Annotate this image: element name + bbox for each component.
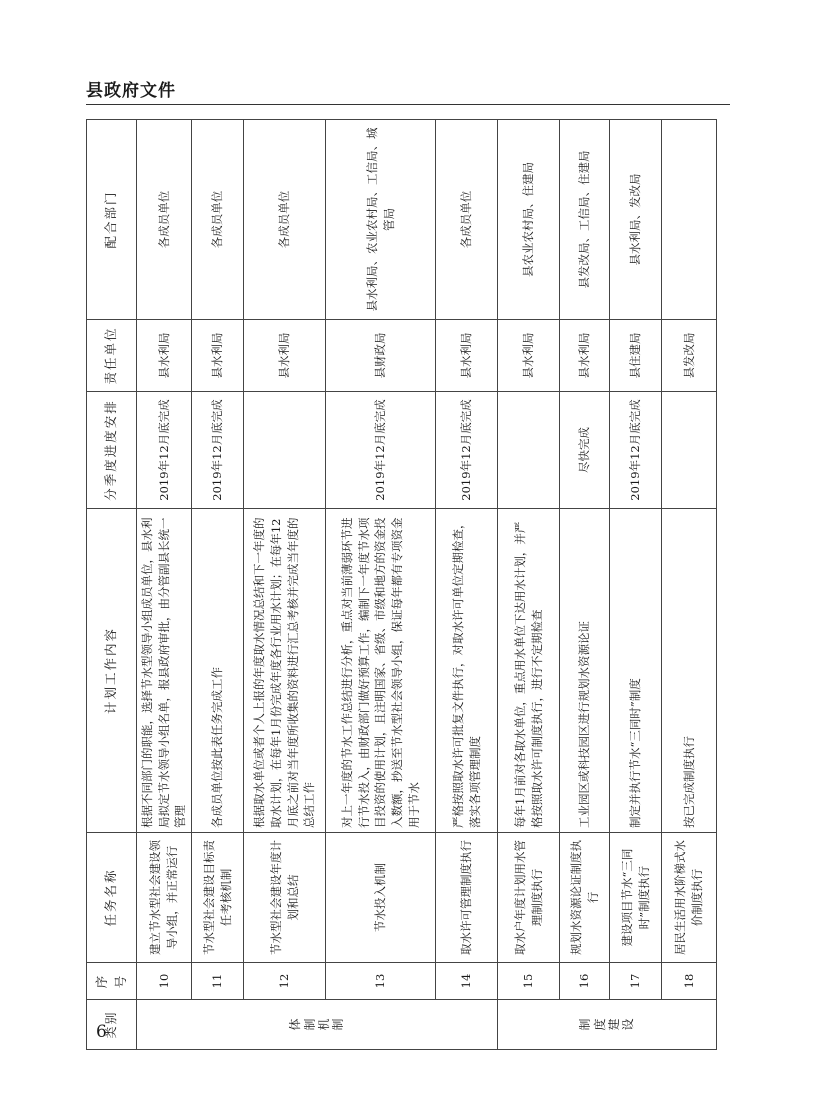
header-task: 任务名称	[87, 833, 137, 963]
header-schedule: 分季度进度安排	[87, 392, 137, 509]
header-divider	[86, 104, 730, 105]
row-task: 居民生活用水阶梯式水价制度执行	[662, 833, 717, 963]
row-schedule	[244, 392, 326, 509]
row-task: 节水型社会建设目标责任考核机制	[192, 833, 244, 963]
row-schedule: 尽快完成	[560, 392, 610, 509]
row-seq: 13	[326, 963, 436, 1000]
row-cooperating: 县水利局、发改局	[610, 120, 662, 320]
table-row	[610, 120, 662, 1050]
row-task: 规划水资源论证制度执行	[560, 833, 610, 963]
row-responsible: 县住建局	[610, 320, 662, 392]
row-task: 建设项目节水“三同时”制度执行	[610, 833, 662, 963]
row-seq: 15	[498, 963, 560, 1000]
row-responsible: 县水利局	[498, 320, 560, 392]
row-responsible: 县水利局	[192, 320, 244, 392]
row-schedule	[662, 392, 717, 509]
row-task: 取水许可管理制度执行	[436, 833, 498, 963]
row-cooperating: 县发改局、工信局、住建局	[560, 120, 610, 320]
table-row	[192, 120, 244, 1050]
table-header-row	[87, 120, 137, 1050]
row-responsible: 县财政局	[326, 320, 436, 392]
row-responsible: 县水利局	[137, 320, 192, 392]
header-content: 计划工作内容	[87, 509, 137, 833]
row-cooperating: 县水利局、农业农村局、工信局、城管局	[326, 120, 436, 320]
row-content: 根据不同部门的职能，选择节水型领导小组成员单位，县水利局拟定节水领导小组名单，报县政府审批，由分管副县长统一管理	[137, 509, 192, 833]
row-cooperating: 各成员单位	[137, 120, 192, 320]
row-task: 节水投入机制	[326, 833, 436, 963]
row-responsible: 县水利局	[436, 320, 498, 392]
header-title: 县政府文件	[86, 81, 176, 101]
row-schedule: 2019年12月底完成	[192, 392, 244, 509]
row-task: 建立节水型社会建设领导小组，并正常运行	[137, 833, 192, 963]
row-seq: 17	[610, 963, 662, 1000]
page-number: 6	[96, 1022, 107, 1042]
row-schedule: 2019年12月底完成	[326, 392, 436, 509]
row-responsible: 县水利局	[560, 320, 610, 392]
table-row	[137, 120, 192, 1050]
row-cooperating: 各成员单位	[192, 120, 244, 320]
row-task: 取水户年度计划用水管理制度执行	[498, 833, 560, 963]
task-table-container	[86, 120, 705, 1050]
row-schedule: 2019年12月底完成	[436, 392, 498, 509]
row-schedule: 2019年12月底完成	[137, 392, 192, 509]
header-responsible: 责任单位	[87, 320, 137, 392]
row-seq: 10	[137, 963, 192, 1000]
header-cooperating: 配合部门	[87, 120, 137, 320]
row-content: 对上一年度的节水工作总结进行分析，重点对当前薄弱环节进行节水投入，由财政部门做好预算工作，编制下一年度节水项目投资的使用计划，且注明国家、省级、市级和地方的资金投入数额，抄送至节水型社会领导小组，保证每年都有专项资金用于节水	[326, 509, 436, 833]
row-responsible: 县发改局	[662, 320, 717, 392]
header-seq: 序号	[87, 963, 137, 1000]
row-content: 每年1月前对各取水单位，重点用水单位下达用水计划，并严格按照取水许可制度执行，进行不定期检查	[498, 509, 560, 833]
table-row	[326, 120, 436, 1050]
table-row	[662, 120, 717, 1050]
row-content: 制定并执行节水“三同时”制度	[610, 509, 662, 833]
category-institution-building: 制 度 建 设	[498, 1000, 717, 1050]
row-cooperating: 各成员单位	[244, 120, 326, 320]
row-cooperating: 县农业农村局、住建局	[498, 120, 560, 320]
table-row	[560, 120, 610, 1050]
row-content: 各成员单位按此表任务完成工作	[192, 509, 244, 833]
header-category: 类别	[87, 1000, 137, 1050]
table-row	[244, 120, 326, 1050]
task-table	[86, 119, 717, 1050]
row-content: 根据取水单位或者个人上报的年度取水情况总结和下一年度的取水计划，在每年1月份完成年度各行业用水计划；在每年12月底之前对当年度所收集的资料进行汇总考核并完成当年度的总结工作	[244, 509, 326, 833]
table-row	[498, 120, 560, 1050]
row-cooperating: 各成员单位	[436, 120, 498, 320]
row-seq: 12	[244, 963, 326, 1000]
row-content: 按已完成制度执行	[662, 509, 717, 833]
row-content: 工业园区或科技园区进行规划水资源论证	[560, 509, 610, 833]
row-schedule: 2019年12月底完成	[610, 392, 662, 509]
row-seq: 11	[192, 963, 244, 1000]
row-seq: 18	[662, 963, 717, 1000]
row-seq: 16	[560, 963, 610, 1000]
row-content: 严格按照取水许可批复文件执行，对取水许可单位定期检查，落实各项管理制度	[436, 509, 498, 833]
category-system-mechanism: 体 制 机 制	[137, 1000, 498, 1050]
row-schedule	[498, 392, 560, 509]
row-task: 节水型社会建设年度计划和总结	[244, 833, 326, 963]
table-row	[436, 120, 498, 1050]
row-seq: 14	[436, 963, 498, 1000]
row-responsible: 县水利局	[244, 320, 326, 392]
row-cooperating	[662, 120, 717, 320]
